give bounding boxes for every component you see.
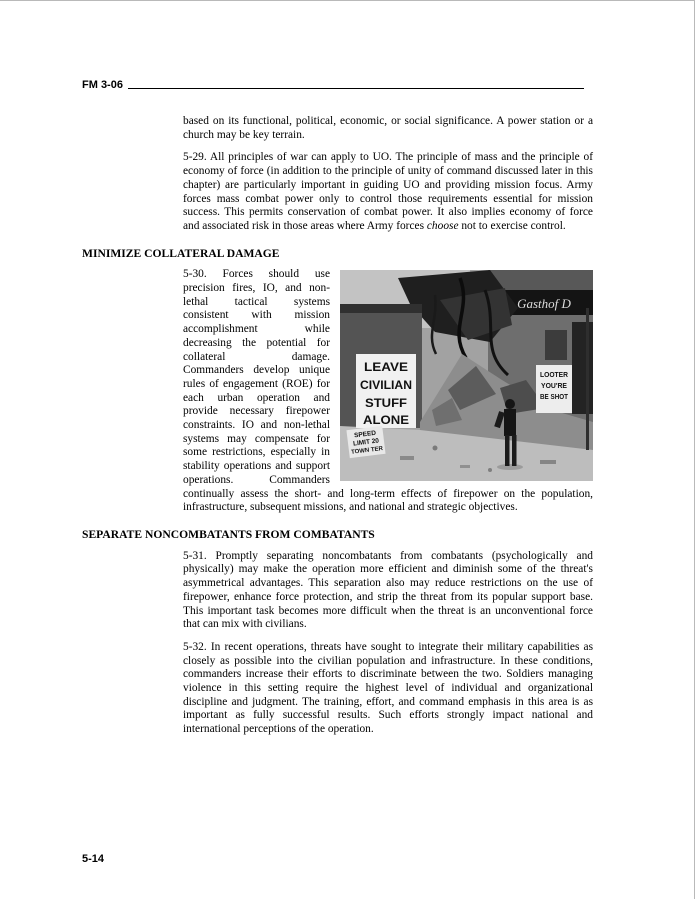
looter-sign-line: YOU'RE: [541, 381, 567, 391]
looter-sign-line: BE SHOT: [540, 392, 569, 402]
paragraph-5-29-pre: 5-29. All principles of war can apply to UO. The principle of mass and the principle of economy of force (in addition to the principle of unity of command discussed later in this chapter) are particularly important in guiding UO and providing mission focus. Army forces mass combat power only to control those requirements essential for mission success. This permits conservation of combat power. It also implies economy of force and associated risk in those areas where Army forces: [183, 151, 593, 232]
speed-limit-sign: [346, 426, 385, 458]
looter-sign-line: LOOTER: [540, 370, 569, 380]
section-heading-minimize-collateral-damage: MINIMIZE COLLATERAL DAMAGE: [82, 246, 280, 260]
looter-sign: [536, 365, 572, 413]
photo-damaged-building: [340, 270, 593, 481]
photo-illustration: [340, 270, 593, 481]
leave-sign-line: ALONE: [363, 413, 409, 428]
paragraph-5-29-post: not to exercise control.: [458, 219, 566, 232]
leave-sign-line: LEAVE: [364, 360, 408, 375]
paragraph-5-31: [183, 550, 593, 632]
page-number: 5-14: [82, 853, 105, 865]
paragraph-5-29: [183, 151, 593, 233]
paragraph-5-32: [183, 641, 593, 737]
paragraph-5-32-text: 5-32. In recent operations, threats have sought to integrate their military capabilities as closely as possible into the civilian population and infrastructure. In these conditions, commanders increase their efforts to discriminate between the two. Soldiers managing violence in this setting require the highest level of individual and organizational discipline and judgment. The training, effort, and command emphasis in this area is as important as fully successful results. Such efforts strongly impact national and international perceptions of the operation.: [183, 640, 593, 736]
speed-sign-line: SPEED: [353, 430, 377, 440]
leave-civilian-sign: [356, 354, 416, 428]
leave-sign-line: CIVILIAN: [360, 378, 412, 393]
page-header: [82, 79, 584, 91]
lamp-pole: [586, 308, 589, 450]
paragraph-intro: [183, 115, 593, 142]
gasthof-sign-text: Gasthof D: [517, 296, 571, 312]
paragraph-5-30: [183, 268, 593, 515]
page-content: [82, 115, 593, 746]
paragraph-5-31-text: 5-31. Promptly separating noncombatants from combatants (psychologically and physically) may make the operation more efficient and diminish some of the threat's asymmetrical advantages. This separation also may reduce restrictions on the use of firepower, enhance force protection, and strip the threat from its popular support base. This important task becomes more difficult when the threat is an unconventional force that can mix with civilians.: [183, 549, 593, 631]
paragraph-5-30-text: 5-30. Forces should use precision fires, IO, and non-lethal tactical systems consistent with mission accomplishment while decreasing the potential for collateral damage. Commanders develop unique rules of engagement (ROE) for each urban operation and provide necessary firepower constraints. IO and non-lethal systems may compensate for some restrictions, especially in stability operations and support operations. Commanders continually assess the short- and long-term effects of firepower on the population, infrastructure, subsequent missions, and national and strategic objectives.: [183, 268, 593, 514]
header-rule: [128, 88, 584, 89]
speed-sign-line: LIMIT 20: [352, 437, 380, 448]
paragraph-5-29-italic-word: choose: [426, 219, 459, 232]
document-id: FM 3-06: [82, 79, 123, 91]
paragraph-intro-text: based on its functional, political, economic, or social significance. A power station or a church may be key terrain.: [183, 115, 593, 141]
leave-sign-line: STUFF: [365, 396, 407, 411]
section-heading-separate-noncombatants: SEPARATE NONCOMBATANTS FROM COMBATANTS: [82, 527, 375, 541]
speed-sign-line: TOWN TER: [350, 446, 384, 457]
